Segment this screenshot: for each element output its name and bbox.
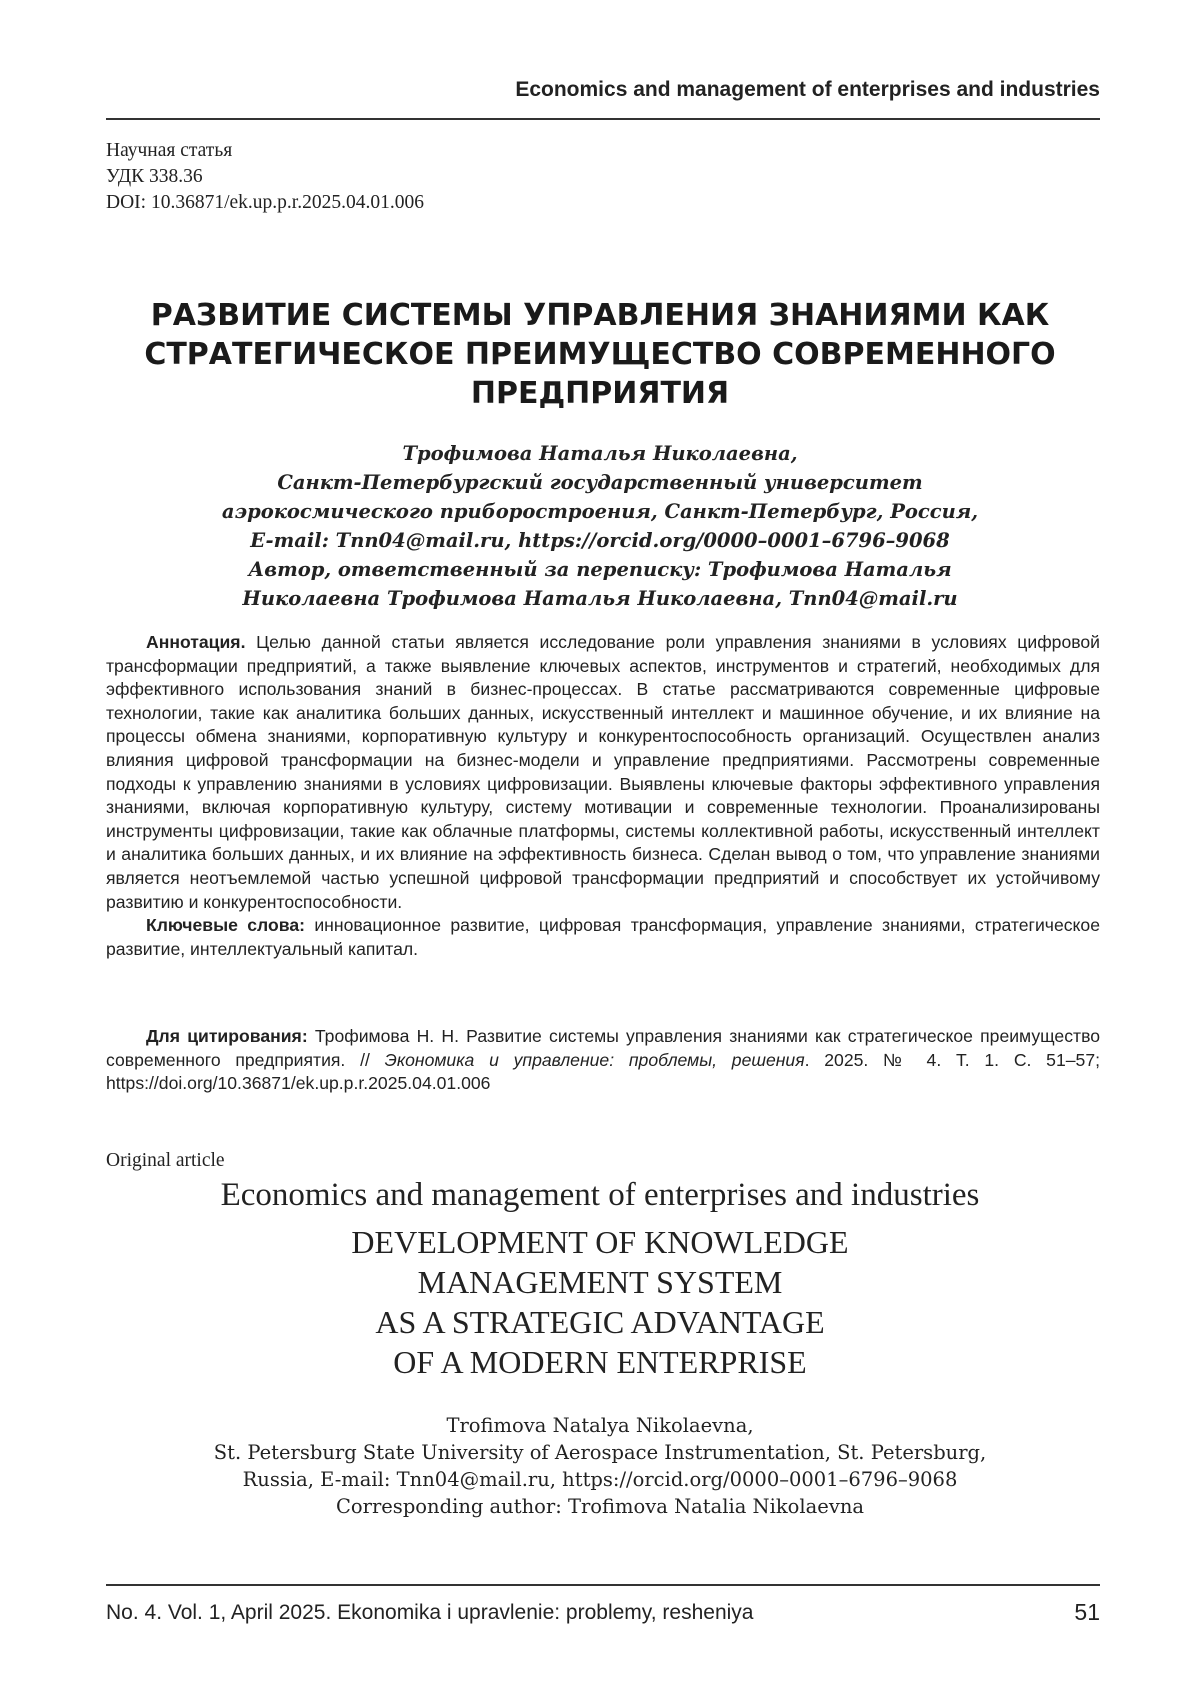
author-ru-line: Автор, ответственный за переписку: Трофимова Наталья	[60, 555, 1140, 584]
abstract-paragraph	[106, 631, 1100, 914]
author-en-line: St. Petersburg State University of Aerospace Instrumentation, St. Petersburg,	[60, 1439, 1140, 1466]
udc-code: УДК 338.36	[106, 164, 706, 190]
title-ru-line: ПРЕДПРИЯТИЯ	[60, 374, 1140, 413]
author-ru-line: Трофимова Наталья Николаевна,	[60, 439, 1140, 468]
section-title-en: Economics and management of enterprises and industries	[60, 1175, 1140, 1215]
article-type: Научная статья	[106, 138, 706, 164]
title-en-line: DEVELOPMENT OF KNOWLEDGE	[60, 1222, 1140, 1262]
journal-page	[0, 0, 1200, 1698]
citation-paragraph	[106, 1025, 1100, 1096]
running-header: Economics and management of enterprises and industries	[106, 78, 1100, 102]
citation-label: Для цитирования:	[146, 1026, 308, 1046]
header-rule	[106, 118, 1100, 120]
article-meta	[106, 138, 706, 216]
author-en-line: Corresponding author: Trofimova Natalia Nikolaevna	[60, 1493, 1140, 1520]
doi[interactable]: DOI: 10.36871/ek.up.p.r.2025.04.01.006	[106, 190, 706, 216]
title-ru-line: СТРАТЕГИЧЕСКОЕ ПРЕИМУЩЕСТВО СОВРЕМЕННОГО	[60, 335, 1140, 374]
author-ru-line: аэрокосмического приборостроения, Санкт-Петербург, Россия,	[60, 497, 1140, 526]
abstract-label: Аннотация.	[146, 632, 245, 652]
page-number: 51	[1074, 1599, 1100, 1626]
footer-issue-info: No. 4. Vol. 1, April 2025. Ekonomika i upravlenie: problemy, resheniya	[106, 1601, 753, 1625]
article-title-en	[60, 1222, 1140, 1382]
author-ru-line: Санкт-Петербургский государственный университет	[60, 468, 1140, 497]
abstract-text: Целью данной статьи является исследование роли управления знаниями в условиях цифровой трансформации предприятий, а также выявление ключевых аспектов, инструментов и стра­тегий, необходимых для эффективного использования знаний в бизнес-процессах. В статье рассма­триваются современные цифровые технологии, такие как аналитика больших данных, искусственный интеллект и машинное обучение, и их влияние на процессы обмена знаниями, корпоративную культуру и конкурентоспособность организаций. Осуществлен анализ влияния цифровой трансформации на бизнес-модели и управление предприятиями. Рассмотрены современные подходы к управлению зна­ниями в условиях цифровизации. Выявлены ключевые факторы эффективного управления знаниями, включая корпоративную культуру, систему мотивации и современные технологии. Проанализированы инструменты цифровизации, такие как облачные платформы, системы коллективной работы, искус­ственный интеллект и аналитика больших данных, и их влияние на эффективность бизнеса. Сделан вывод о том, что управление знаниями является неотъемлемой частью успешной цифровой трансфор­мации предприятий и способствует их устойчивому развитию и конкурентоспособности.	[106, 632, 1100, 912]
title-en-line: MANAGEMENT SYSTEM	[60, 1262, 1140, 1302]
author-block-en	[60, 1412, 1140, 1520]
original-article-label: Original article	[106, 1150, 225, 1172]
abstract-section	[106, 631, 1100, 961]
citation-text-before: Трофимова Н. Н. Развитие системы управления знаниями как стратегическое преимущество современного предприятия. //	[106, 1026, 1100, 1070]
keywords-label: Ключевые слова:	[146, 915, 305, 935]
citation-text-after: . 2025. № 4. Т. 1. С. 51–57; https://doi.org/10.36871/ek.up.p.r.2025.04.01.006	[106, 1050, 1100, 1094]
title-en-line: AS A STRATEGIC ADVANTAGE	[60, 1302, 1140, 1342]
author-en-line: Trofimova Natalya Nikolaevna,	[60, 1412, 1140, 1439]
title-en-line: OF A MODERN ENTERPRISE	[60, 1342, 1140, 1382]
footer-rule	[106, 1584, 1100, 1586]
title-ru-line: РАЗВИТИЕ СИСТЕМЫ УПРАВЛЕНИЯ ЗНАНИЯМИ КАК	[60, 296, 1140, 335]
citation-section	[106, 1025, 1100, 1096]
citation-journal: Экономика и управление: проблемы, решения	[385, 1050, 805, 1070]
keywords-paragraph	[106, 914, 1100, 961]
author-block-ru	[60, 439, 1140, 613]
article-title-ru	[60, 296, 1140, 413]
author-en-line: Russia, E-mail: Tnn04@mail.ru, https://orcid.org/0000–0001–6796–9068	[60, 1466, 1140, 1493]
keywords-text: инновационное развитие, цифровая трансформация, управление знаниями, стратегическое развитие, интеллектуальный капитал.	[106, 915, 1100, 959]
author-ru-line: E-mail: Tnn04@mail.ru, https://orcid.org/0000–0001–6796–9068	[60, 526, 1140, 555]
author-ru-line: Николаевна Трофимова Наталья Николаевна, Tnn04@mail.ru	[60, 584, 1140, 613]
